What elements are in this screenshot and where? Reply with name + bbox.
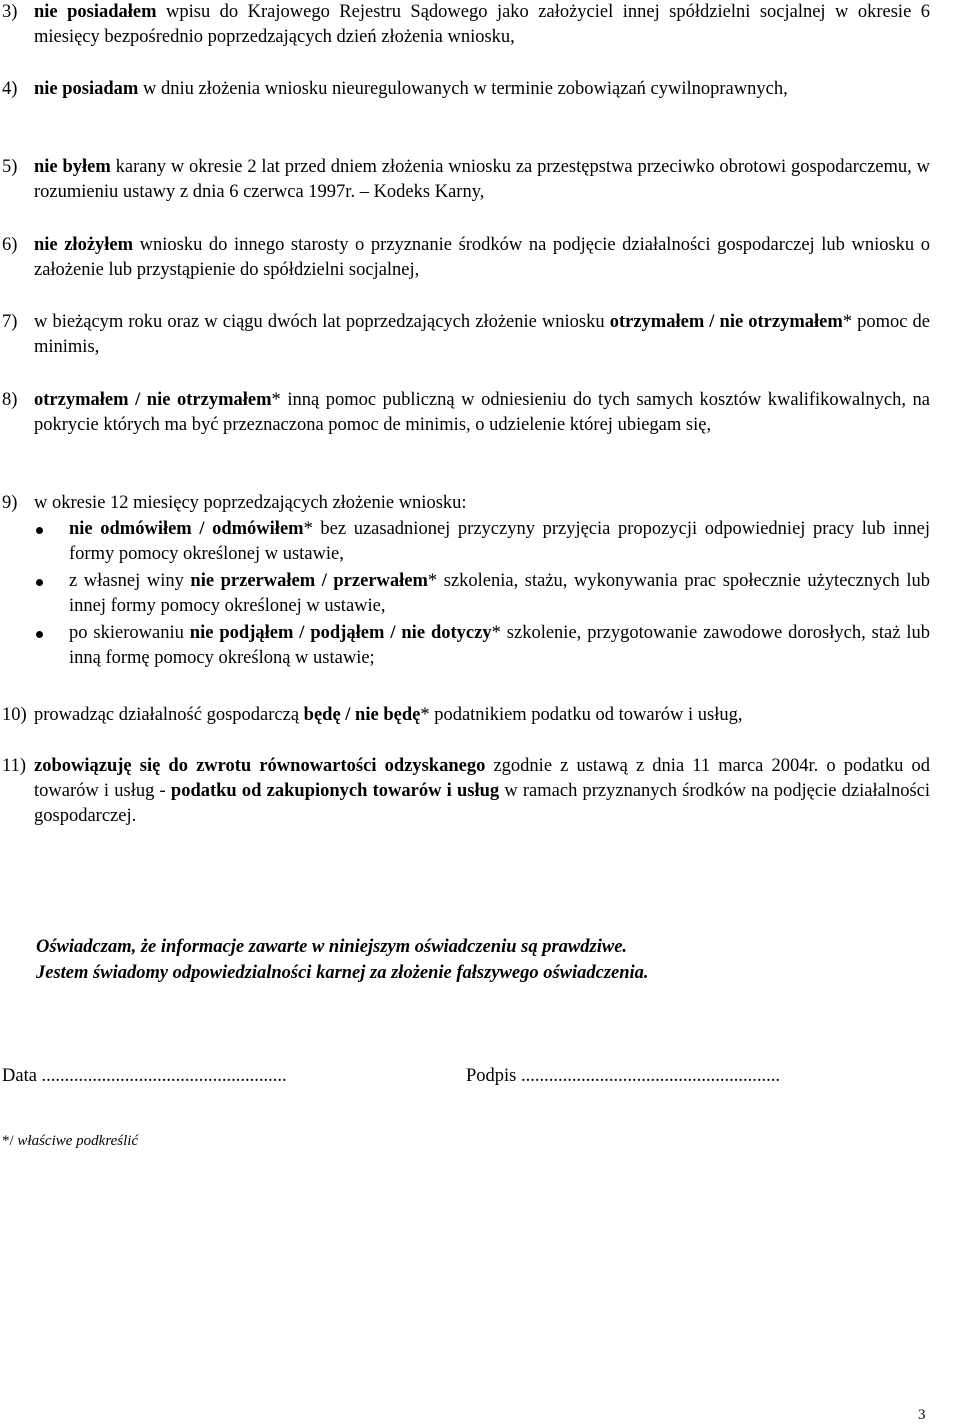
text-run: z własnej winy <box>69 571 191 591</box>
emphasis: nie posiadam <box>34 79 139 99</box>
bullet-item <box>0 517 930 567</box>
list-item-7 <box>0 310 930 360</box>
item-text <box>34 77 930 102</box>
text-run: * podatnikiem podatku od towarów i usług, <box>420 705 743 725</box>
text-run: zgodnie z ustawą z dnia 11 marca 2004r. o podatku od towarów i usług - <box>34 756 930 801</box>
text-run: prowadząc działalność gospodarczą <box>34 705 304 725</box>
emphasis: nie posiadałem <box>34 2 157 22</box>
text-run: * inną pomoc publiczną w odniesieniu do tych samych kosztów kwalifikowalnych, na pokrycie których ma być przeznaczona pomoc de minimis, o udzielenie której ubiegam się, <box>34 390 931 435</box>
item-text <box>34 754 930 829</box>
item-number: 3) <box>2 2 18 22</box>
footnote-text: właściwe podkreślić <box>13 1133 139 1149</box>
item-number: 8) <box>2 390 18 410</box>
signature-field: Podpis ........................................................ <box>466 1066 781 1086</box>
bullet-item <box>0 621 930 671</box>
bullet-icon <box>36 579 43 586</box>
item-text <box>34 310 930 360</box>
list-item-8 <box>0 388 930 438</box>
emphasis: zobowiązuję się do zwrotu równowartości odzyskanego <box>34 756 486 776</box>
item-text <box>34 0 930 50</box>
bullet-text <box>69 569 930 619</box>
declaration-line-2: Jestem świadomy odpowiedzialności karnej za złożenie fałszywego oświadczenia. <box>36 963 649 983</box>
item-number: 5) <box>2 157 18 177</box>
bullet-item <box>0 569 930 619</box>
bullet-icon <box>36 527 43 534</box>
text-run: w ramach przyznanych środków na podjęcie działalności gospodarczej. <box>34 781 930 826</box>
emphasis: nie przerwałem / przerwałem <box>190 571 428 591</box>
item-number: 7) <box>2 312 18 332</box>
text-run: w bieżącym roku oraz w ciągu dwóch lat poprzedzających złożenie wniosku <box>34 312 610 332</box>
item-text <box>34 155 930 205</box>
emphasis: będę / nie będę <box>303 705 421 725</box>
date-field: Data ..................................................... <box>2 1066 287 1086</box>
text-run: w okresie 12 miesięcy poprzedzających złożenie wniosku: <box>34 493 467 513</box>
item-number: 6) <box>2 235 18 255</box>
text-run: * pomoc de minimis, <box>34 312 930 357</box>
text-run: wpisu do Krajowego Rejestru Sądowego jako założyciel innej spółdzielni socjalnej w okresie 6 miesięcy bezpośrednio poprzedzających dzień złożenia wniosku, <box>34 2 930 47</box>
text-run: karany w okresie 2 lat przed dniem złożenia wniosku za przestępstwa przeciwko obrotowi gospodarczemu, w rozumieniu ustawy z dnia 6 czerwca 1997r. – Kodeks Karny, <box>34 157 930 202</box>
bullet-text <box>69 517 930 567</box>
list-item-11 <box>0 754 930 829</box>
bullet-text <box>69 621 930 671</box>
declaration-line-1: Oświadczam, że informacje zawarte w niniejszym oświadczeniu są prawdziwe. <box>36 937 628 957</box>
emphasis: podatku od zakupionych towarów i usług <box>170 781 500 801</box>
item-number: 11) <box>2 756 26 776</box>
item-text <box>34 703 930 728</box>
bullet-list <box>0 517 930 673</box>
emphasis: nie odmówiłem / odmówiłem <box>69 519 304 539</box>
emphasis: otrzymałem / nie otrzymałem <box>609 312 843 332</box>
item-number: 4) <box>2 79 18 99</box>
text-run: w dniu złożenia wniosku nieuregulowanych w terminie zobowiązań cywilnoprawnych, <box>138 79 788 99</box>
list-item-9 <box>0 491 930 516</box>
text-run: * bez uzasadnionej przyczyny przyjęcia propozycji odpowiedniej pracy lub innej formy pomocy określonej w ustawie, <box>69 519 930 564</box>
list-item-5 <box>0 155 930 205</box>
page-number: 3 <box>918 1407 926 1423</box>
text-run: * szkolenia, stażu, wykonywania prac społecznie użytecznych lub innej formy pomocy określonej w ustawie, <box>69 571 930 616</box>
text-run: wniosku do innego starosty o przyznanie środków na podjęcie działalności gospodarczej lub wniosku o założenie lub przystąpienie do spółdzielni socjalnej, <box>34 235 930 280</box>
list-item-4 <box>0 77 930 102</box>
footnote-mark: */ <box>2 1133 14 1149</box>
emphasis: nie złożyłem <box>34 235 134 255</box>
bullet-icon <box>36 631 43 638</box>
item-text <box>34 233 930 283</box>
list-item-6 <box>0 233 930 283</box>
text-run: * szkolenie, przygotowanie zawodowe dorosłych, staż lub inną formę pomocy określoną w ustawie; <box>69 623 930 668</box>
item-number: 9) <box>2 493 18 513</box>
item-text <box>34 491 930 516</box>
item-text <box>34 388 930 438</box>
text-run: po skierowaniu <box>69 623 190 643</box>
item-number: 10) <box>2 705 27 725</box>
emphasis: otrzymałem / nie otrzymałem <box>34 390 272 410</box>
emphasis: nie byłem <box>34 157 111 177</box>
footnote <box>2 1131 138 1151</box>
emphasis: nie podjąłem / podjąłem / nie dotyczy <box>189 623 492 643</box>
list-item-3 <box>0 0 930 50</box>
list-item-10 <box>0 703 930 728</box>
